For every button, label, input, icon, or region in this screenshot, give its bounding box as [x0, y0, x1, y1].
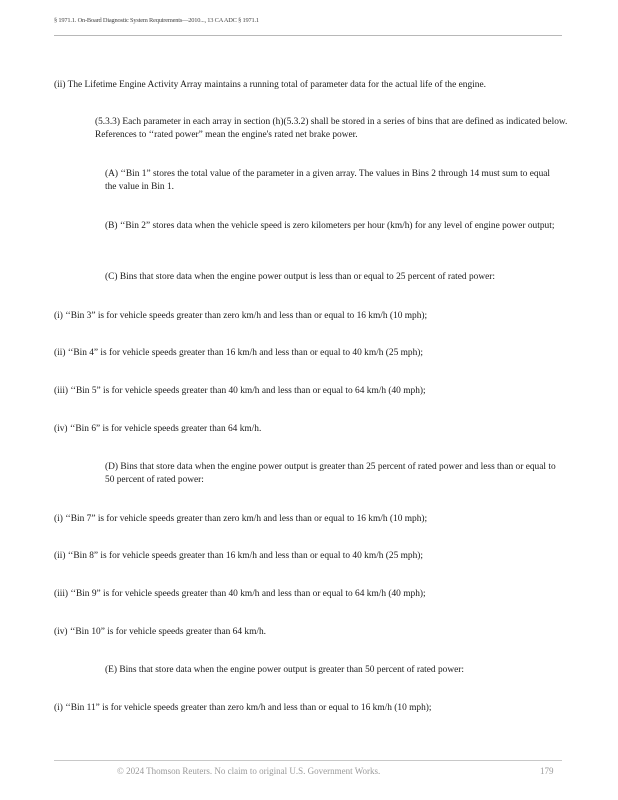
- footer-divider: [54, 760, 562, 761]
- paragraph-D-iv-bin-10: (iv) ‘‘Bin 10” is for vehicle speeds greater than 64 km/h.: [54, 627, 266, 637]
- paragraph-B-bin-2: (B) ‘‘Bin 2” stores data when the vehicle speed is zero kilometers per hour (km/h) for any level of engine power output;: [105, 221, 555, 231]
- paragraph-D-ii-bin-8: (ii) ‘‘Bin 8” is for vehicle speeds greater than 16 km/h and less than or equal to 40 km/h (25 mph);: [54, 551, 424, 561]
- paragraph-C-iv-bin-6: (iv) ‘‘Bin 6” is for vehicle speeds greater than 64 km/h.: [54, 424, 262, 434]
- paragraph-E-heading: (E) Bins that store data when the engine power output is greater than 50 percent of rated power:: [105, 665, 464, 675]
- header-divider: [54, 35, 562, 36]
- paragraph-E-i-bin-11: (i) ‘‘Bin 11” is for vehicle speeds greater than zero km/h and less than or equal to 16 km/h (10 mph);: [54, 703, 432, 713]
- paragraph-C-heading: (C) Bins that store data when the engine power output is less than or equal to 25 percent of rated power:: [105, 272, 495, 282]
- paragraph-C-i-bin-3: (i) ‘‘Bin 3” is for vehicle speeds greater than zero km/h and less than or equal to 16 km/h (10 mph);: [54, 311, 428, 321]
- paragraph-ii-lifetime-array: (ii) The Lifetime Engine Activity Array maintains a running total of parameter data for the actual life of the engine.: [54, 80, 486, 90]
- paragraph-D-iii-bin-9: (iii) ‘‘Bin 9” is for vehicle speeds greater than 40 km/h and less than or equal to 64 km/h (40 mph);: [54, 589, 426, 599]
- paragraph-C-ii-bin-4: (ii) ‘‘Bin 4” is for vehicle speeds greater than 16 km/h and less than or equal to 40 km/h (25 mph);: [54, 348, 424, 358]
- paragraph-C-iii-bin-5: (iii) ‘‘Bin 5” is for vehicle speeds greater than 40 km/h and less than or equal to 64 km/h (40 mph);: [54, 386, 426, 396]
- page-number: 179: [540, 766, 554, 776]
- paragraph-A-bin-1: (A) ‘‘Bin 1” stores the total value of the parameter in a given array. The values in Bins 2 through 14 must sum to equal the value in Bin 1.: [105, 169, 551, 192]
- paragraph-5-3-3: (5.3.3) Each parameter in each array in section (h)(5.3.2) shall be stored in a series of bins that are defined as indicated below. References to ‘‘rated power” mean the engine's rated net brake power.: [95, 117, 568, 140]
- paragraph-D-heading: (D) Bins that store data when the engine power output is greater than 25 percent of rated power and less than or equal to 50 percent of rated power:: [105, 462, 556, 485]
- paragraph-D-i-bin-7: (i) ‘‘Bin 7” is for vehicle speeds greater than zero km/h and less than or equal to 16 km/h (10 mph);: [54, 514, 428, 524]
- running-header: § 1971.1. On-Board Diagnostic System Requirements—2010..., 13 CA ADC § 1971.1: [54, 17, 259, 24]
- footer-copyright: © 2024 Thomson Reuters. No claim to original U.S. Government Works.: [117, 766, 381, 776]
